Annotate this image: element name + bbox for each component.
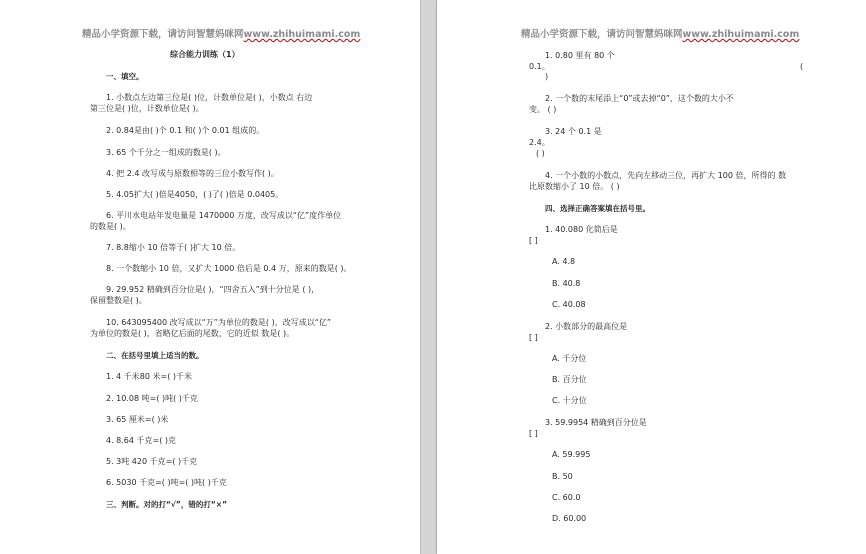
section-heading-conversion: 二、在括号里填上适当的数。 xyxy=(106,351,204,360)
document-page-left xyxy=(0,0,420,554)
choice-option: B. 百分位 xyxy=(552,375,587,384)
document-page-right xyxy=(437,0,866,554)
question-line: 6. 平川水电站年发电量是 1470000 万度，改写成以“亿”度作单位 xyxy=(106,211,342,220)
choice-option: A. 4.8 xyxy=(552,257,576,266)
question-line: 1. 小数点左边第三位是( )位，计数单位是( )，小数点 右边 xyxy=(106,93,313,102)
choice-option: D. 60.00 xyxy=(552,514,587,523)
question-line: 变。 ( ) xyxy=(529,105,557,114)
section-heading-fill-blank: 一、填空。 xyxy=(106,72,144,81)
choice-option: B. 50 xyxy=(552,472,573,481)
page-header xyxy=(521,30,799,40)
answer-bracket: [ ] xyxy=(529,236,538,245)
question-line: 10. 643095400 改写成以“万”为单位的数是( )，改写成以“亿” xyxy=(106,318,331,327)
question-line: 比原数缩小了 10 倍。 ( ) xyxy=(529,182,620,191)
question-line: 4. 把 2.4 改写成与原数相等的三位小数写作( )。 xyxy=(106,169,279,178)
section-heading-multiple-choice: 四、选择正确答案填在括号里。 xyxy=(545,204,650,213)
choice-option: C. 60.0 xyxy=(552,493,581,502)
question-line: 4. 一个小数的小数点，先向左移动三位，再扩大 100 倍，所得的 数 xyxy=(545,171,787,180)
question-line: 9. 29.952 精确到百分位是( )，“四舍五入”到十分位是 ( )， xyxy=(106,285,320,294)
choice-option: C. 十分位 xyxy=(552,396,587,405)
question-line: 1. 0.80 里有 80 个 xyxy=(545,51,615,60)
choice-option: A. 千分位 xyxy=(552,354,587,363)
question-line: 8. 一个数缩小 10 倍，又扩大 1000 倍后是 0.4 万，原来的数是( )。 xyxy=(106,264,352,273)
question-line: 为单位的数是( )，省略亿后面的尾数，它的近似 数是( )。 xyxy=(90,329,295,338)
question-line: 保留整数是( )。 xyxy=(90,296,147,305)
answer-bracket: ( ) xyxy=(536,149,545,158)
page-header xyxy=(82,30,360,40)
choice-option: B. 40.8 xyxy=(552,279,581,288)
question-line: 2. 0.84是由( )个 0.1 和( )个 0.01 组成的。 xyxy=(106,126,265,135)
question-line: 5. 3吨 420 千克=( )千克 xyxy=(106,457,198,466)
question-line: 4. 8.64 千克=( )克 xyxy=(106,436,177,445)
choice-option: A. 59.995 xyxy=(552,450,591,459)
question-line: 1. 40.080 化简后是 xyxy=(545,225,618,234)
header-text: 精品小学资源下载，请访问智慧妈咪网 xyxy=(82,29,244,40)
question-line: 7. 8.8缩小 10 倍等于( )扩大 10 倍。 xyxy=(106,243,241,252)
answer-bracket: [ ] xyxy=(529,333,538,342)
question-line: 第三位是( )位，计数单位是( )。 xyxy=(90,104,204,113)
choice-option: C. 40.08 xyxy=(552,300,586,309)
question-line: 2. 小数部分的最高位是 xyxy=(545,322,628,331)
question-line: 3. 65 厘米=( )米 xyxy=(106,415,169,424)
answer-bracket: ( xyxy=(800,62,804,71)
question-line: 2.4。 xyxy=(529,138,550,147)
question-line: 2. 一个数的末尾添上“0”或去掉“0”，这个数的大小不 xyxy=(545,94,734,103)
answer-bracket: [ ] xyxy=(529,429,538,438)
question-line: 2. 10.08 吨=( )吨( )千克 xyxy=(106,394,198,403)
question-line: 5. 4.05扩大( )倍是4050，( )了( )倍是 0.0405。 xyxy=(106,190,284,199)
header-text: 精品小学资源下载，请访问智慧妈咪网 xyxy=(521,29,683,40)
page-gutter xyxy=(420,0,437,554)
section-heading-true-false: 三、判断。对的打“√”，错的打“×” xyxy=(106,500,228,509)
header-url[interactable]: www.zhihuimami.com xyxy=(682,29,800,40)
question-line: 1. 4 千米80 米=( )千米 xyxy=(106,372,193,381)
question-line: 6. 5030 千克=( )吨=( )吨( )千克 xyxy=(106,478,227,487)
question-line: 的数是( )。 xyxy=(90,222,131,231)
question-line: 0.1。 xyxy=(529,62,550,71)
question-line: 3. 65 个千分之一组成的数是( )。 xyxy=(106,148,226,157)
worksheet-title: 综合能力训练（1） xyxy=(170,50,240,59)
question-line: 3. 59.9954 精确到百分位是 xyxy=(545,418,647,427)
answer-bracket: ) xyxy=(545,72,549,81)
header-url[interactable]: www.zhihuimami.com xyxy=(243,29,361,40)
question-line: 3. 24 个 0.1 是 xyxy=(545,127,602,136)
